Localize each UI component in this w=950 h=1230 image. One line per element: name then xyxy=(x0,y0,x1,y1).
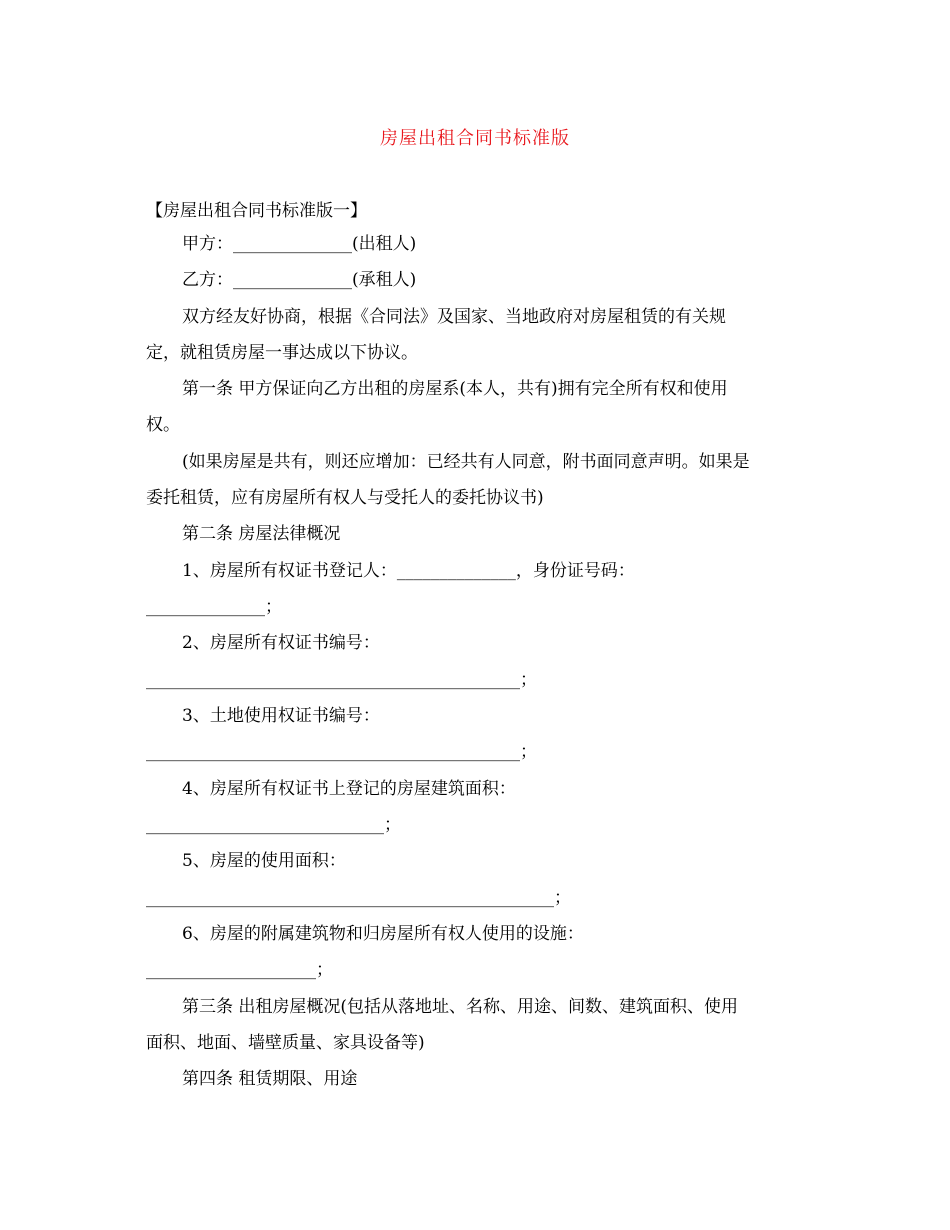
list-item: 2、房屋所有权证书编号： xyxy=(182,633,380,653)
list-item: 5、房屋的使用面积： xyxy=(182,851,346,871)
document-title: 房屋出租合同书标准版 xyxy=(380,128,570,149)
list-item: 6、房屋的附属建筑物和归房屋所有权人使用的设施： xyxy=(182,924,584,944)
paragraph-line: 权。 xyxy=(146,415,180,435)
blank-field-line: ____________________； xyxy=(146,960,333,980)
section-heading: 【房屋出租合同书标准版一】 xyxy=(146,201,367,221)
list-item: 4、房屋所有权证书上登记的房屋建筑面积： xyxy=(182,779,516,799)
article-two-heading: 第二条 房屋法律概况 xyxy=(182,524,341,544)
list-item: 3、土地使用权证书编号： xyxy=(182,706,380,726)
list-item: 1、房屋所有权证书登记人：______________，身份证号码： xyxy=(182,561,635,581)
paragraph-line: 委托租赁，应有房屋所有权人与受托人的委托协议书) xyxy=(146,488,544,508)
blank-field-line: ________________________________________________； xyxy=(146,888,571,908)
paragraph-line: 面积、地面、墙壁质量、家具设备等) xyxy=(146,1033,425,1053)
blank-field-line: ____________________________________________； xyxy=(146,670,537,690)
blank-field-line: ______________； xyxy=(146,597,282,617)
paragraph-line: 双方经友好协商，根据《合同法》及国家、当地政府对房屋租赁的有关规 xyxy=(182,307,726,327)
party-b-line: 乙方：______________(承租人) xyxy=(182,270,417,290)
article-four-heading: 第四条 租赁期限、用途 xyxy=(182,1069,358,1089)
party-a-line: 甲方：______________(出租人) xyxy=(182,234,417,254)
paragraph-line: 定，就租赁房屋一事达成以下协议。 xyxy=(146,343,418,363)
paragraph-line: (如果房屋是共有，则还应增加：已经共有人同意，附书面同意声明。如果是 xyxy=(182,452,750,472)
blank-field-line: ____________________________________________； xyxy=(146,742,537,762)
blank-field-line: ____________________________； xyxy=(146,815,401,835)
article-one-line: 第一条 甲方保证向乙方出租的房屋系(本人，共有)拥有完全所有权和使用 xyxy=(182,379,728,399)
article-three-line: 第三条 出租房屋概况(包括从落地址、名称、用途、间数、建筑面积、使用 xyxy=(182,997,739,1017)
